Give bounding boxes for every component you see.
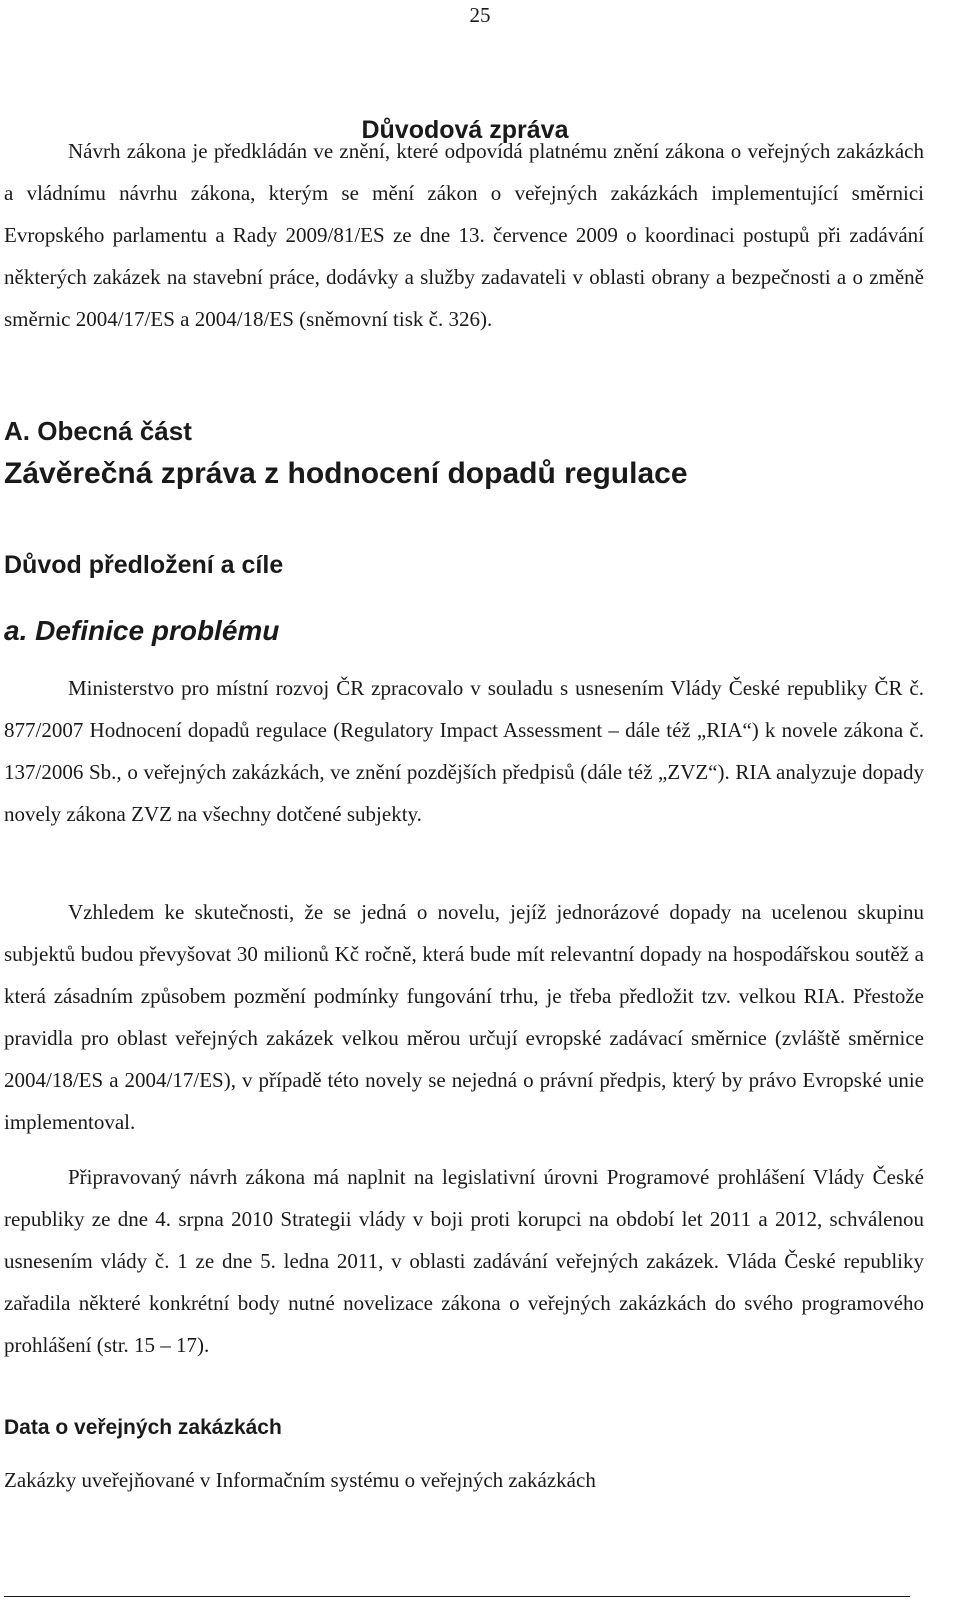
page-number: 25: [469, 3, 491, 27]
paragraph-program: Připravovaný návrh zákona má naplnit na legislativní úrovni Programové prohlášení Vlády České republiky ze dne 4. srpna 2010 Strategii vlády v boji proti korupci na období let 2011 a 2012, schválenou usnesením vlády č. 1 ze dne 5. ledna 2011, v oblasti zadávání veřejných zakázek. Vláda České republiky zařadila některé konkrétní body nutné novelizace zákona o veřejných zakázkách do svého programového prohlášení (str. 15 – 17).: [4, 1165, 924, 1357]
main-heading: Závěrečná zpráva z hodnocení dopadů regulace: [4, 457, 688, 490]
paragraph-data-intro: Zakázky uveřejňované v Informačním systému o veřejných zakázkách: [4, 1468, 596, 1492]
paragraph-big-ria: Vzhledem ke skutečnosti, že se jedná o novelu, jejíž jednorázové dopady na ucelenou skupinu subjektů budou převyšovat 30 milionů Kč ročně, která bude mít relevantní dopady na hospodářskou soutěž a která zásadním způsobem pozmění podmínky fungování trhu, je třeba předložit tzv. velkou RIA. Přestože pravidla pro oblast veřejných zakázek velkou měrou určují evropské zadávací směrnice (zvláště směrnice 2004/18/ES a 2004/17/ES), v případě této novely se nejedná o právní předpis, který by právo Evropské unie implementoval.: [4, 900, 924, 1134]
footnote-separator: [4, 1596, 910, 1597]
paragraph-ria-intro: Ministerstvo pro místní rozvoj ČR zpracovalo v souladu s usnesením Vlády České republiky ČR č. 877/2007 Hodnocení dopadů regulace (Regulatory Impact Assessment – dále též „RIA“) k novele zákona č. 137/2006 Sb., o veřejných zakázkách, ve znění pozdějších předpisů (dále též „ZVZ“). RIA analyzuje dopady novely zákona ZVZ na všechny dotčené subjekty.: [4, 676, 924, 826]
section-heading: Důvod předložení a cíle: [4, 551, 284, 579]
part-heading: A. Obecná část: [4, 416, 192, 446]
intro-paragraph: Návrh zákona je předkládán ve znění, které odpovídá platnému znění zákona o veřejných zakázkách a vládnímu návrhu zákona, kterým se mění zákon o veřejných zakázkách implementující směrnici Evropského parlamentu a Rady 2009/81/ES ze dne 13. července 2009 o koordinaci postupů při zadávání některých zakázek na stavební práce, dodávky a služby zadavateli v oblasti obrany a bezpečnosti a o změně směrnic 2004/17/ES a 2004/18/ES (sněmovní tisk č. 326).: [4, 139, 924, 331]
subsection-heading: a. Definice problému: [4, 615, 280, 646]
data-heading: Data o veřejných zakázkách: [4, 1416, 282, 1439]
document-title: Důvodová zpráva: [361, 115, 569, 144]
